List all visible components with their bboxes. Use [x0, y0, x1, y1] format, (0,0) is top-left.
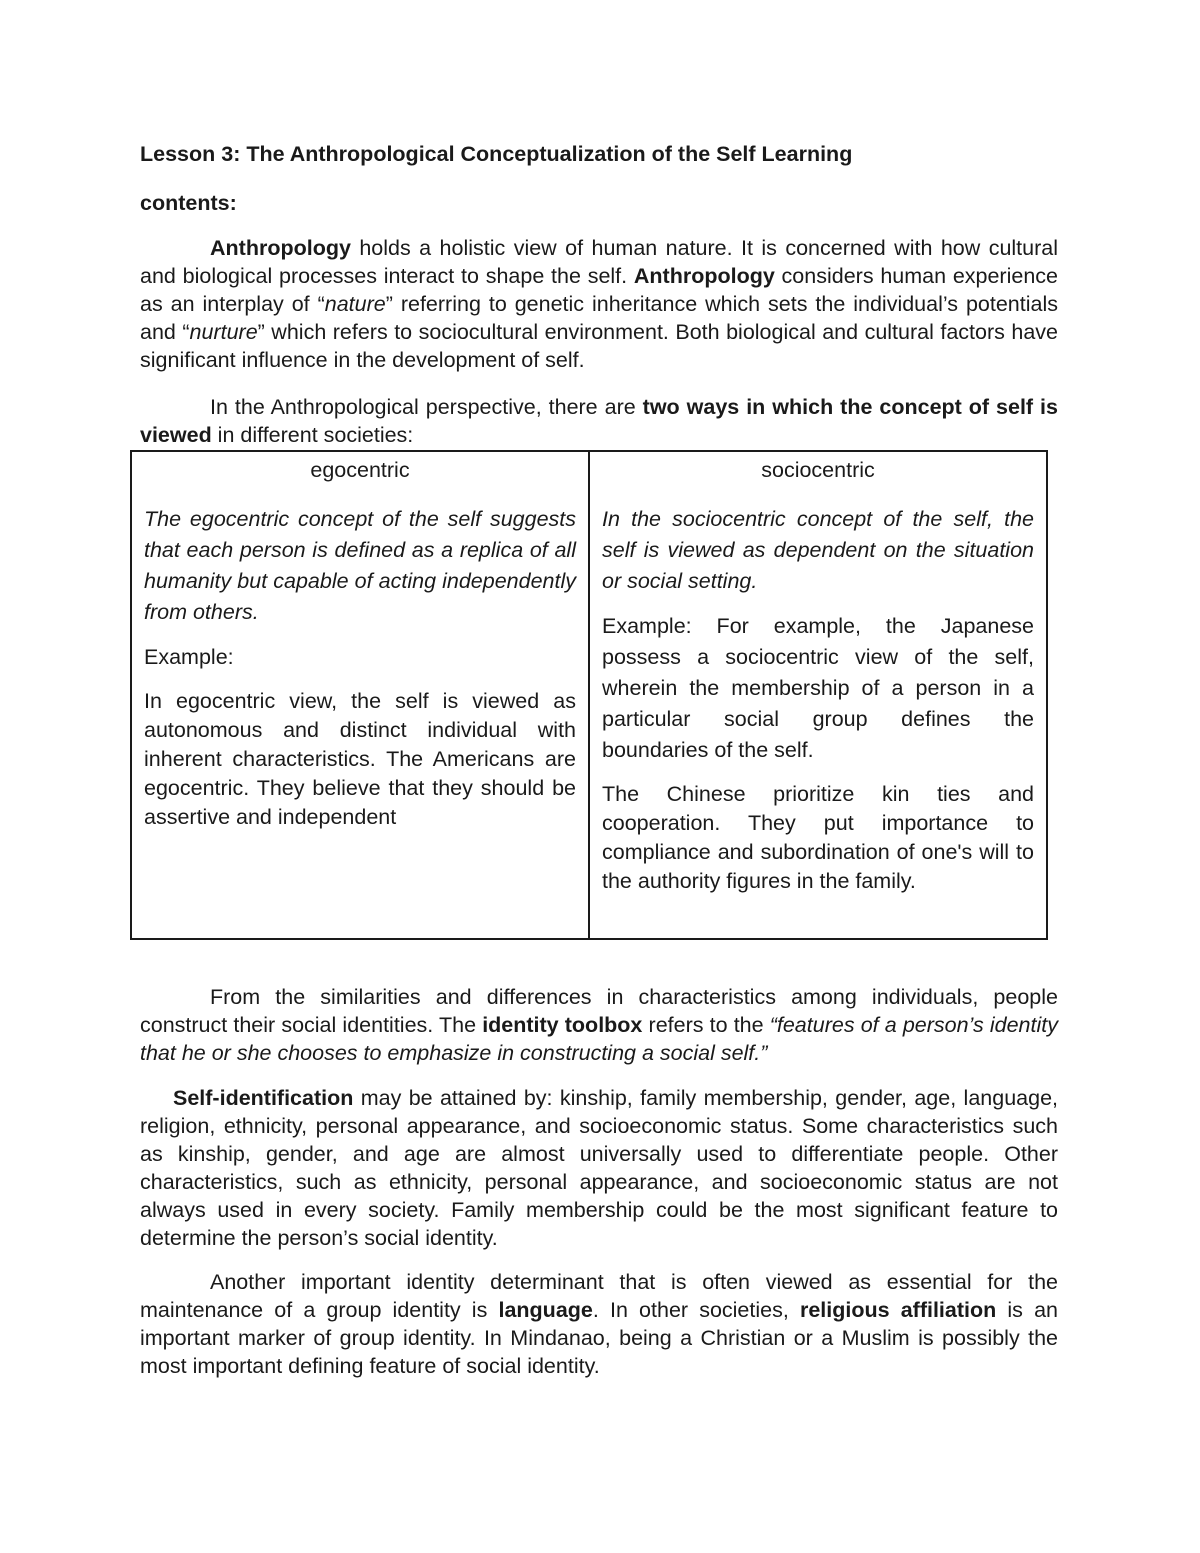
- identity-toolbox-definition: “features of a person’s identity that he or she chooses to emphasize in constructing a social self.”: [140, 1013, 1058, 1065]
- egocentric-cell: [131, 451, 589, 939]
- identity-toolbox-term: identity toolbox: [482, 1013, 643, 1037]
- perspective-paragraph: In the Anthropological perspective, there are two ways in which the concept of self is viewed in different societies:: [140, 395, 1058, 447]
- sociocentric-title: sociocentric: [761, 458, 875, 482]
- term-nature: nature: [324, 292, 386, 316]
- sociocentric-example: Example: For example, the Japanese possess a sociocentric view of the self, wherein the membership of a person in a particular social group defines the boundaries of the self.: [602, 614, 1034, 762]
- egocentric-title: egocentric: [310, 458, 410, 482]
- self-identification-paragraph: Self-identification may be attained by: kinship, family membership, gender, age, language, religion, ethnicity, personal appearance, and socioeconomic status. Some characteristics such as kinship, gender, and age are almost universally used to differentiate people. Other characteristics, such as ethnicity, personal appearance, and socioeconomic status are not always used in every society. Family membership could be the most significant feature to determine the person’s social identity.: [140, 1086, 1058, 1250]
- lesson-title: Lesson 3: The Anthropological Conceptualization of the Self Learning: [140, 142, 853, 166]
- sociocentric-cell: [589, 451, 1047, 939]
- term-anthropology: Anthropology: [210, 236, 351, 260]
- egocentric-definition: The egocentric concept of the self suggests that each person is defined as a replica of all humanity but capable of acting independently from others.: [144, 507, 576, 624]
- perspective-bold: two ways in which the concept of self is viewed: [140, 395, 1058, 447]
- egocentric-example: In egocentric view, the self is viewed as autonomous and distinct individual with inherent characteristics. The Americans are egocentric. They believe that they should be assertive and independent: [144, 689, 576, 829]
- religious-affiliation-term: religious affiliation: [799, 1298, 997, 1322]
- self-identification-term: Self-identification: [173, 1086, 354, 1110]
- sociocentric-definition: In the sociocentric concept of the self, the self is viewed as dependent on the situation or social setting.: [602, 507, 1034, 593]
- term-anthropology-2: Anthropology: [633, 264, 775, 288]
- term-nurture: nurture: [189, 320, 258, 344]
- sociocentric-example-2: The Chinese prioritize kin ties and cooperation. They put importance to compliance and subordination of one's will to the authority figures in the family.: [602, 782, 1034, 893]
- identity-paragraph: From the similarities and differences in characteristics among individuals, people construct their social identities. The identity toolbox refers to the “features of a person’s identity that he or she chooses to emphasize in constructing a social self.”: [140, 985, 1058, 1065]
- determinant-paragraph: Another important identity determinant that is often viewed as essential for the maintenance of a group identity is language. In other societies, religious affiliation is an important marker of group identity. In Mindanao, being a Christian or a Muslim is possibly the most important defining feature of social identity.: [140, 1270, 1058, 1378]
- language-term: language: [498, 1298, 593, 1322]
- self-concept-table: [130, 450, 1048, 940]
- egocentric-example-label: Example:: [144, 645, 234, 669]
- lesson-subtitle: contents:: [140, 191, 237, 215]
- intro-paragraph: Anthropology holds a holistic view of human nature. It is concerned with how cultural and biological processes interact to shape the self. Anthropology considers human experience as an interplay of “nature” referring to genetic inheritance which sets the individual’s potentials and “nurture” which refers to sociocultural environment. Both biological and cultural factors have significant influence in the development of self.: [140, 236, 1059, 372]
